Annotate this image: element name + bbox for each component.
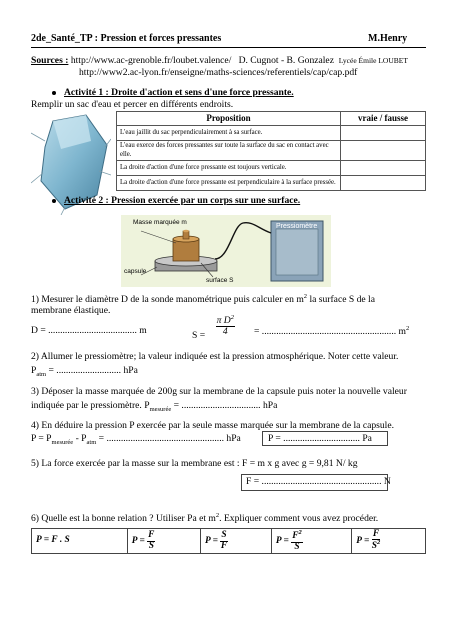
measured-pressure-field[interactable]: indiquée par le pressiomètre. $P_{mesurée}$ = ................................. hPa [31,400,278,413]
surface-formula: S = $\frac{\pi D^2}{4}$ [192,314,234,341]
source-authors: D. Cugnot - B. Gonzalez [238,55,334,66]
source-url-2[interactable]: http://www2.ac-lyon.fr/enseigne/maths-sciences/referentiels/cap/cap.pdf [79,67,358,78]
activity-2-title: Activité 2 : Pression exercée par un corps sur une surface. [52,195,300,207]
atm-pressure-field[interactable]: $P_{atm}$ = ........................... hPa [31,365,138,378]
figure-label-capsule: capsule [124,268,147,275]
relation-option-4[interactable]: P = $\frac{F^2}{S}$ [271,529,351,554]
propositions-table [116,111,426,191]
table-header-proposition: Proposition [117,112,341,126]
question-5: 5) La force exercée par la masse sur la membrane est : F = m x g avec g = 9,81 N/ kg [31,458,358,469]
relation-option-5[interactable]: P = $\frac{F}{S^2}$ [352,529,426,554]
answer-cell[interactable] [341,161,426,176]
sources-label: Sources : [31,55,69,66]
diameter-field[interactable]: D = ..................................... m [31,325,147,336]
table-row: L'eau jaillit du sac perpendiculairement à sa surface. [117,126,426,141]
figure-label-mass: Masse marquée m [133,219,187,226]
source-url-1[interactable]: http://www.ac-grenoble.fr/loubet.valence/ [70,55,232,66]
source-school: Lycée Émile LOUBET [338,56,408,65]
table-header-answer: vraie / fausse [341,112,426,126]
question-1: 1) Mesurer le diamètre D de la sonde manométrique puis calculer en $m^2$ la surface S de la [31,293,375,306]
bullet-icon [52,91,56,95]
page-title: 2de_Santé_TP : Pression et forces pressantes [31,33,222,44]
activity-1-instruction: Remplir un sac d'eau et percer en différents endroits. [31,99,234,110]
pressure-hpa-field[interactable]: $P = P_{mesurée} - P_{atm}$ = ................................................. hPa [31,433,241,446]
force-field[interactable]: F = .................................................. N [246,476,391,487]
header-rule [31,47,426,48]
answer-cell[interactable] [341,141,426,161]
author: M.Henry [368,33,408,44]
table-row: La droite d'action d'une force pressante est perpendiculaire à la surface pressée. [117,176,426,191]
sources-line-1 [31,55,408,67]
answer-cell[interactable] [341,126,426,141]
relation-option-2[interactable]: P = $\frac{F}{S}$ [127,529,200,554]
table-row: La droite d'action d'une force pressante est toujours verticale. [117,161,426,176]
surface-field[interactable]: = ........................................................ $m^2$ [254,325,410,338]
question-3: 3) Déposer la masse marquée de 200g sur la membrane de la capsule puis noter la nouvelle valeur [31,386,407,397]
relations-table [31,528,426,554]
relation-option-1[interactable]: P = F . S [32,529,128,554]
question-1-line-2: membrane élastique. [31,305,111,316]
question-4: 4) En déduire la pression P exercée par la seule masse marquée sur la membrane de la capsule. [31,420,394,431]
figure-label-surface: surface S [206,277,234,284]
bullet-icon [52,199,56,203]
pressure-pa-field[interactable]: P = ................................ Pa [268,433,372,444]
question-6: 6) Quelle est la bonne relation ? Utiliser Pa et $m^2$. Expliquer comment vous avez procéder. [31,512,379,525]
activity-1-title: Activité 1 : Droite d'action et sens d'une force pressante. [52,87,294,99]
relation-option-3[interactable]: P = $\frac{S}{F}$ [200,529,271,554]
table-row: L'eau exerce des forces pressantes sur toute la surface du sac en contact avec elle. [117,141,426,161]
question-2: 2) Allumer le pressiomètre; la valeur indiquée est la pression atmosphérique. Noter cette valeur. [31,351,399,362]
figure-label-device: Pressiomètre [276,223,318,230]
answer-cell[interactable] [341,176,426,191]
